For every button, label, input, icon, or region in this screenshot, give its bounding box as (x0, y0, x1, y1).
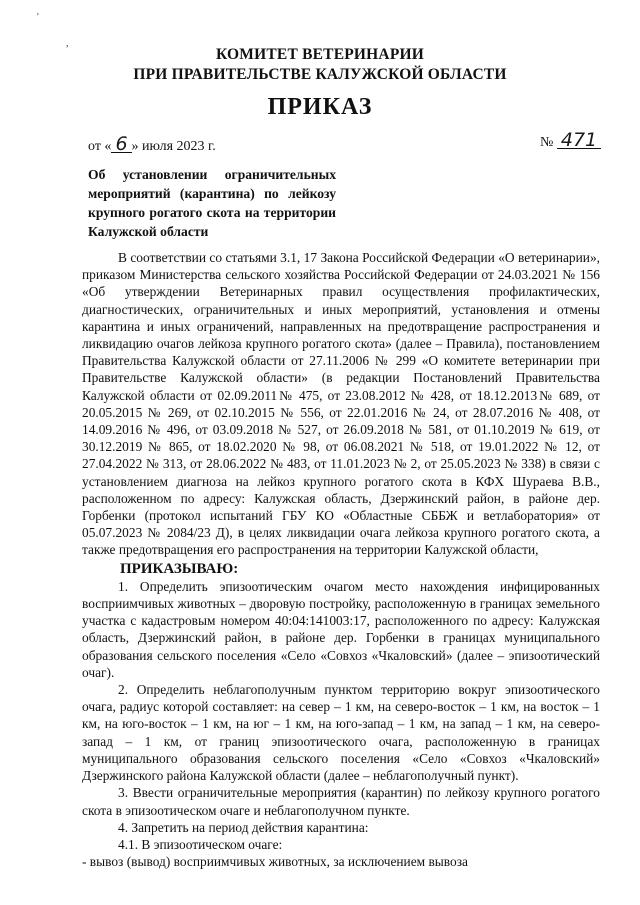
item-4: 4. Запретить на период действия карантина: (118, 819, 369, 835)
order-heading: ПРИКАЗЫВАЮ: (120, 560, 239, 577)
handwritten-day: 6 (111, 136, 131, 153)
number-sign: № (540, 135, 554, 150)
scan-mark: , (66, 38, 69, 49)
org-name-line1: КОМИТЕТ ВЕТЕРИНАРИИ (216, 46, 424, 63)
document-title: ПРИКАЗ (267, 94, 373, 120)
order-body (82, 249, 600, 870)
item-4-1: 4.1. В эпизоотическом очаге: (118, 836, 283, 852)
item-2: 2. Определить неблагополучным пунктом территорию вокруг эпизоотического очага, радиус которой составляет: на север – 1 км, на северо-восток – 1 км, на восток – 1 км, на юго-восток – 1 км, на юг – 1 км, на юго-запад – 1 км, на запад – 1 км, на северо-запад – 1 км, от границ эпизоотического очага, расположенную в границах муниципального образования сельского поселения «Село «Совхоз «Чкаловский» Дзержинского района Калужской области (далее – неблагополучный пункт). (82, 682, 600, 784)
org-name-line2: ПРИ ПРАВИТЕЛЬСТВЕ КАЛУЖСКОЙ ОБЛАСТИ (133, 66, 507, 83)
item-1: 1. Определить эпизоотическим очагом место нахождения инфицированных восприимчивых животных – дворовую постройку, расположенную в границах земельного участка с кадастровым номером 40:04:141003:17, расположенного по адресу: Калужская область, Дзержинский район, в районе дер. Горбенки в границах муниципального образования сельского поселения «Село «Совхоз «Чкаловский» (далее – эпизоотический очаг). (82, 578, 600, 680)
handwritten-number: 471 (557, 132, 601, 149)
date-prefix: от « (88, 139, 112, 154)
preamble-paragraph: В соответствии со статьями 3.1, 17 Закона Российской Федерации «О ветеринарии», приказом Министерства сельского хозяйства Российской Федерации от 24.03.2021 № 156 «Об утверждении Ветеринарных правил осуществления профилактических, диагностических, ограничительных и иных мероприятий, установления и отмены карантина и иных ограничений, направленных на предотвращение распространения и ликвидацию очагов лейкоза крупного рогатого скота» (далее – Правила), постановлением Правительства Калужской области от 27.11.2006 № 299 «О комитете ветеринарии при Правительстве Калужской области» (в редакции Постановлений Правительства Калужской области от 02.09.2011№ 475, от 23.08.2012 № 428, от 18.12.2013№ 689, от 20.05.2015 № 269, от 02.10.2015 № 556, от 22.01.2016 № 24, от 28.07.2016 № 408, от 14.09.2016 № 496, от 03.09.2018 № 527, от 26.09.2018 № 581, от 01.10.2019 № 619, от 30.12.2019 № 865, от 18.02.2020 № 98, от 06.08.2021 № 518, от 19.01.2022 № 12, от 27.04.2022 № 313, от 28.06.2022 № 483, от 11.01.2023 № 2, от 25.05.2023 № 338) в связи с установлением диагноза на лейкоз крупного рогатого скота в КФХ Шураева В.В., расположенном по адресу: Калужская область, Дзержинский район, в районе дер. Горбенки (протокол испытаний ГБУ КО «Областные СББЖ и ветлаборатория» от 05.07.2023 № 2084/23 Д), в целях ликвидации очага лейкоза крупного рогатого скота, а также предотвращения его распространения на территории Калужской области, (82, 250, 600, 558)
order-subject: Об установлении ограничительных мероприятий (карантина) по лейкозу крупного рогатого скота на территории Калужской области (88, 167, 336, 239)
item-4-1-dash: - вывоз (вывод) восприимчивых животных, за исключением вывоза (82, 854, 468, 870)
item-3: 3. Ввести ограничительные мероприятия (карантин) по лейкозу крупного рогатого скота в эпизоотическом очаге и неблагополучном пункте. (82, 785, 600, 818)
date-suffix: » июля 2023 г. (131, 139, 216, 154)
order-number (540, 129, 601, 151)
order-date (88, 133, 216, 155)
scan-mark: ' (37, 12, 39, 23)
